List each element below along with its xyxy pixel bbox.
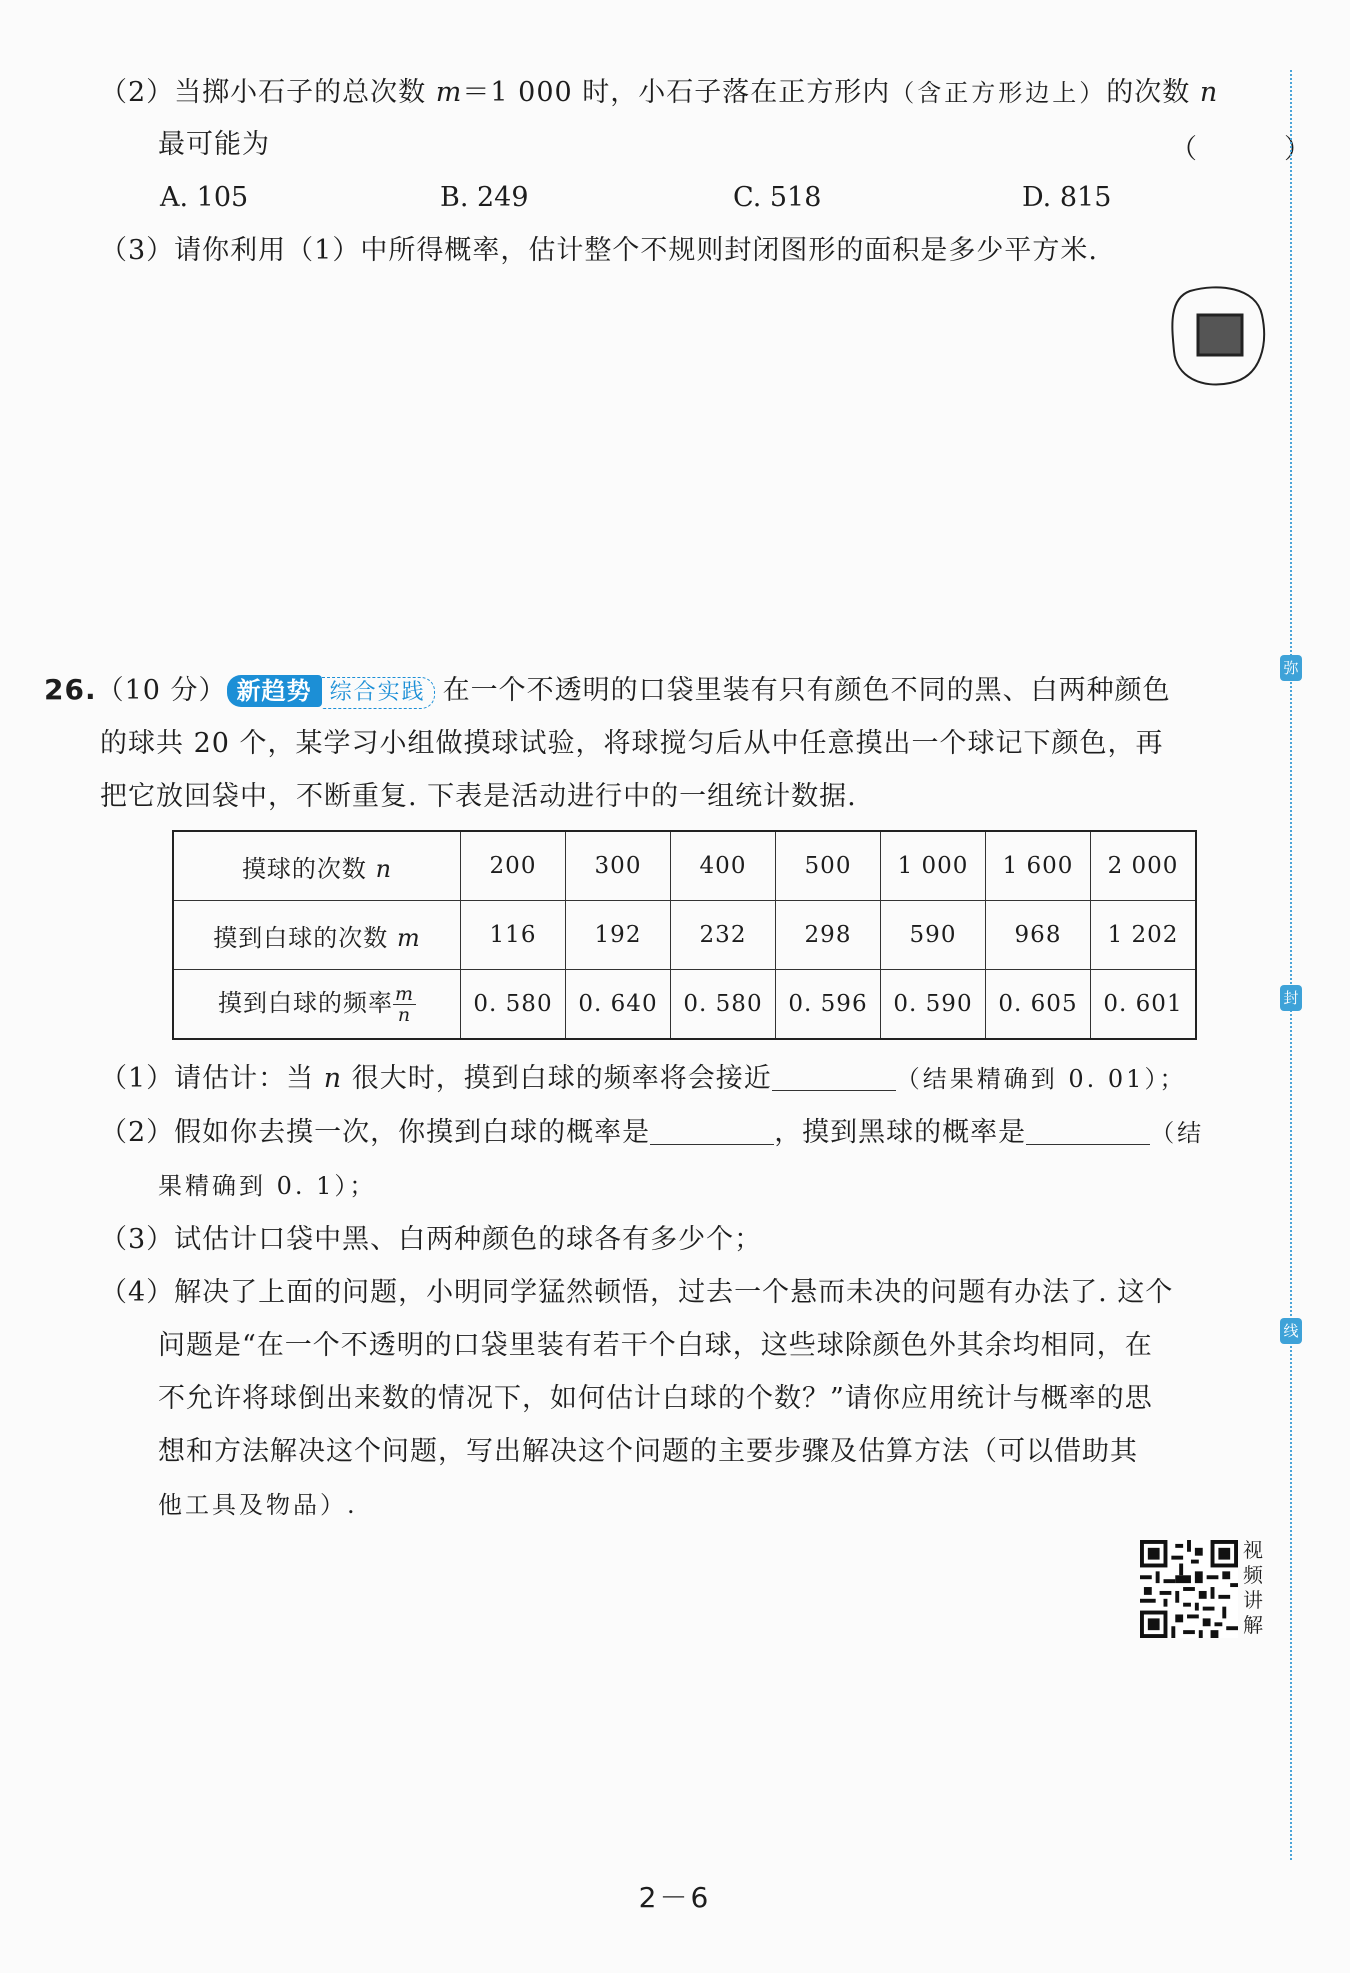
text: （含正方形边上） bbox=[890, 79, 1107, 107]
answer-paren[interactable]: （ ） bbox=[1170, 134, 1341, 165]
text: 很大时，摸到白球的频率将会接近 bbox=[342, 1063, 772, 1094]
var-n: n bbox=[323, 1063, 343, 1094]
table-cell: 232 bbox=[671, 901, 776, 970]
table-cell: 298 bbox=[776, 901, 881, 970]
table-cell: 1 202 bbox=[1091, 901, 1197, 970]
var-m: m bbox=[396, 923, 421, 952]
fraction-denominator: n bbox=[397, 1004, 412, 1026]
text: 摸球的次数 bbox=[241, 854, 376, 883]
row-header bbox=[173, 831, 461, 901]
text: 摸到白球的频率 bbox=[217, 989, 393, 1017]
table-cell: 2 000 bbox=[1091, 831, 1197, 901]
binding-line bbox=[1290, 70, 1292, 1860]
option-b[interactable]: B. 249 bbox=[440, 182, 529, 213]
table-cell: 200 bbox=[461, 831, 566, 901]
row-header bbox=[173, 901, 461, 970]
table-cell: 590 bbox=[881, 901, 986, 970]
option-d[interactable]: D. 815 bbox=[1022, 182, 1112, 213]
text: ，摸到黑球的概率是 bbox=[774, 1117, 1027, 1148]
answer-blank-white[interactable] bbox=[650, 1116, 774, 1145]
qr-label-char: 视 bbox=[1243, 1538, 1263, 1562]
page-number: 2－6 bbox=[638, 1881, 712, 1914]
side-tag-xian: 线 bbox=[1280, 1318, 1302, 1344]
data-table bbox=[172, 830, 1197, 1040]
table-cell: 0. 596 bbox=[776, 970, 881, 1040]
table-cell: 0. 605 bbox=[986, 970, 1091, 1040]
qr-label-char: 解 bbox=[1243, 1613, 1263, 1637]
answer-blank-black[interactable] bbox=[1026, 1116, 1150, 1145]
side-tag-mi: 弥 bbox=[1280, 655, 1302, 681]
var-n: n bbox=[1199, 77, 1219, 108]
q26-part2-cont: 果精确到 0. 1）； bbox=[158, 1172, 377, 1200]
table-row bbox=[173, 901, 1196, 970]
answer-blank[interactable] bbox=[772, 1062, 896, 1091]
question-number: 26. bbox=[44, 673, 97, 706]
row-header bbox=[173, 970, 461, 1040]
q26-part4-line2: 问题是“在一个不透明的口袋里装有若干个白球，这些球除颜色外其余均相同，在 bbox=[158, 1330, 1153, 1361]
text: （1）请估计：当 bbox=[100, 1063, 324, 1094]
table-cell: 0. 580 bbox=[461, 970, 566, 1040]
q26-part4-line3: 不允许将球倒出来数的情况下，如何估计白球的个数？”请你应用统计与概率的思 bbox=[158, 1383, 1153, 1414]
option-c[interactable]: C. 518 bbox=[733, 182, 822, 213]
score: （10 分） bbox=[96, 675, 227, 706]
irregular-figure bbox=[1170, 285, 1268, 387]
table-cell: 0. 601 bbox=[1091, 970, 1197, 1040]
q26-part2 bbox=[100, 1115, 1204, 1151]
q26-intro-line2: 的球共 20 个，某学习小组做摸球试验，将球搅匀后从中任意摸出一个球记下颜色，再 bbox=[100, 728, 1164, 759]
q25-part2-line1 bbox=[100, 75, 1218, 111]
qr-label bbox=[1243, 1538, 1269, 1638]
practice-badge: 综合实践 bbox=[322, 677, 435, 709]
table-row bbox=[173, 831, 1196, 901]
text: （2）假如你去摸一次，你摸到白球的概率是 bbox=[100, 1117, 651, 1148]
square-shape bbox=[1198, 315, 1242, 355]
table-cell: 0. 640 bbox=[566, 970, 671, 1040]
q26-heading bbox=[44, 672, 1171, 709]
table-row bbox=[173, 970, 1196, 1040]
text: （结 bbox=[1150, 1119, 1205, 1147]
q26-part4-line1: （4）解决了上面的问题，小明同学猛然顿悟，过去一个悬而未决的问题有办法了. 这个 bbox=[100, 1277, 1174, 1308]
table-cell: 300 bbox=[566, 831, 671, 901]
text: 在一个不透明的口袋里装有只有颜色不同的黑、白两种颜色 bbox=[442, 675, 1171, 706]
table-cell: 500 bbox=[776, 831, 881, 901]
q25-part2-line2: 最可能为 bbox=[158, 129, 270, 160]
table-cell: 192 bbox=[566, 901, 671, 970]
table-cell: 116 bbox=[461, 901, 566, 970]
text: （2）当掷小石子的总次数 bbox=[100, 77, 436, 108]
qr-label-char: 讲 bbox=[1243, 1588, 1263, 1612]
table-cell: 1 600 bbox=[986, 831, 1091, 901]
fraction bbox=[393, 984, 416, 1025]
text: ＝1 000 时，小石子落在正方形内 bbox=[462, 77, 891, 108]
new-trend-badge: 新趋势 bbox=[227, 675, 322, 707]
q26-intro-line3: 把它放回袋中，不断重复. 下表是活动进行中的一组统计数据. bbox=[100, 781, 857, 812]
option-a[interactable]: A. 105 bbox=[160, 182, 249, 213]
side-tag-feng: 封 bbox=[1280, 985, 1302, 1011]
q26-part4-line5: 他工具及物品）. bbox=[158, 1491, 358, 1519]
table-cell: 0. 580 bbox=[671, 970, 776, 1040]
qr-label-char: 频 bbox=[1243, 1563, 1263, 1587]
q25-part3: （3）请你利用（1）中所得概率，估计整个不规则封闭图形的面积是多少平方米. bbox=[100, 235, 1098, 266]
q26-part4-line4: 想和方法解决这个问题，写出解决这个问题的主要步骤及估算方法（可以借助其 bbox=[158, 1436, 1138, 1467]
table-cell: 400 bbox=[671, 831, 776, 901]
text: （结果精确到 0. 01）； bbox=[895, 1065, 1187, 1093]
q26-part1 bbox=[100, 1061, 1186, 1097]
table-cell: 968 bbox=[986, 901, 1091, 970]
var-n: n bbox=[375, 854, 393, 883]
qr-code-icon[interactable] bbox=[1140, 1540, 1238, 1638]
fraction-numerator: m bbox=[394, 983, 415, 1005]
text: 摸到白球的次数 bbox=[213, 923, 397, 952]
table-cell: 1 000 bbox=[881, 831, 986, 901]
text: 的次数 bbox=[1106, 77, 1200, 108]
var-m: m bbox=[435, 77, 463, 108]
table-cell: 0. 590 bbox=[881, 970, 986, 1040]
q26-part3: （3）试估计口袋中黑、白两种颜色的球各有多少个； bbox=[100, 1224, 763, 1255]
